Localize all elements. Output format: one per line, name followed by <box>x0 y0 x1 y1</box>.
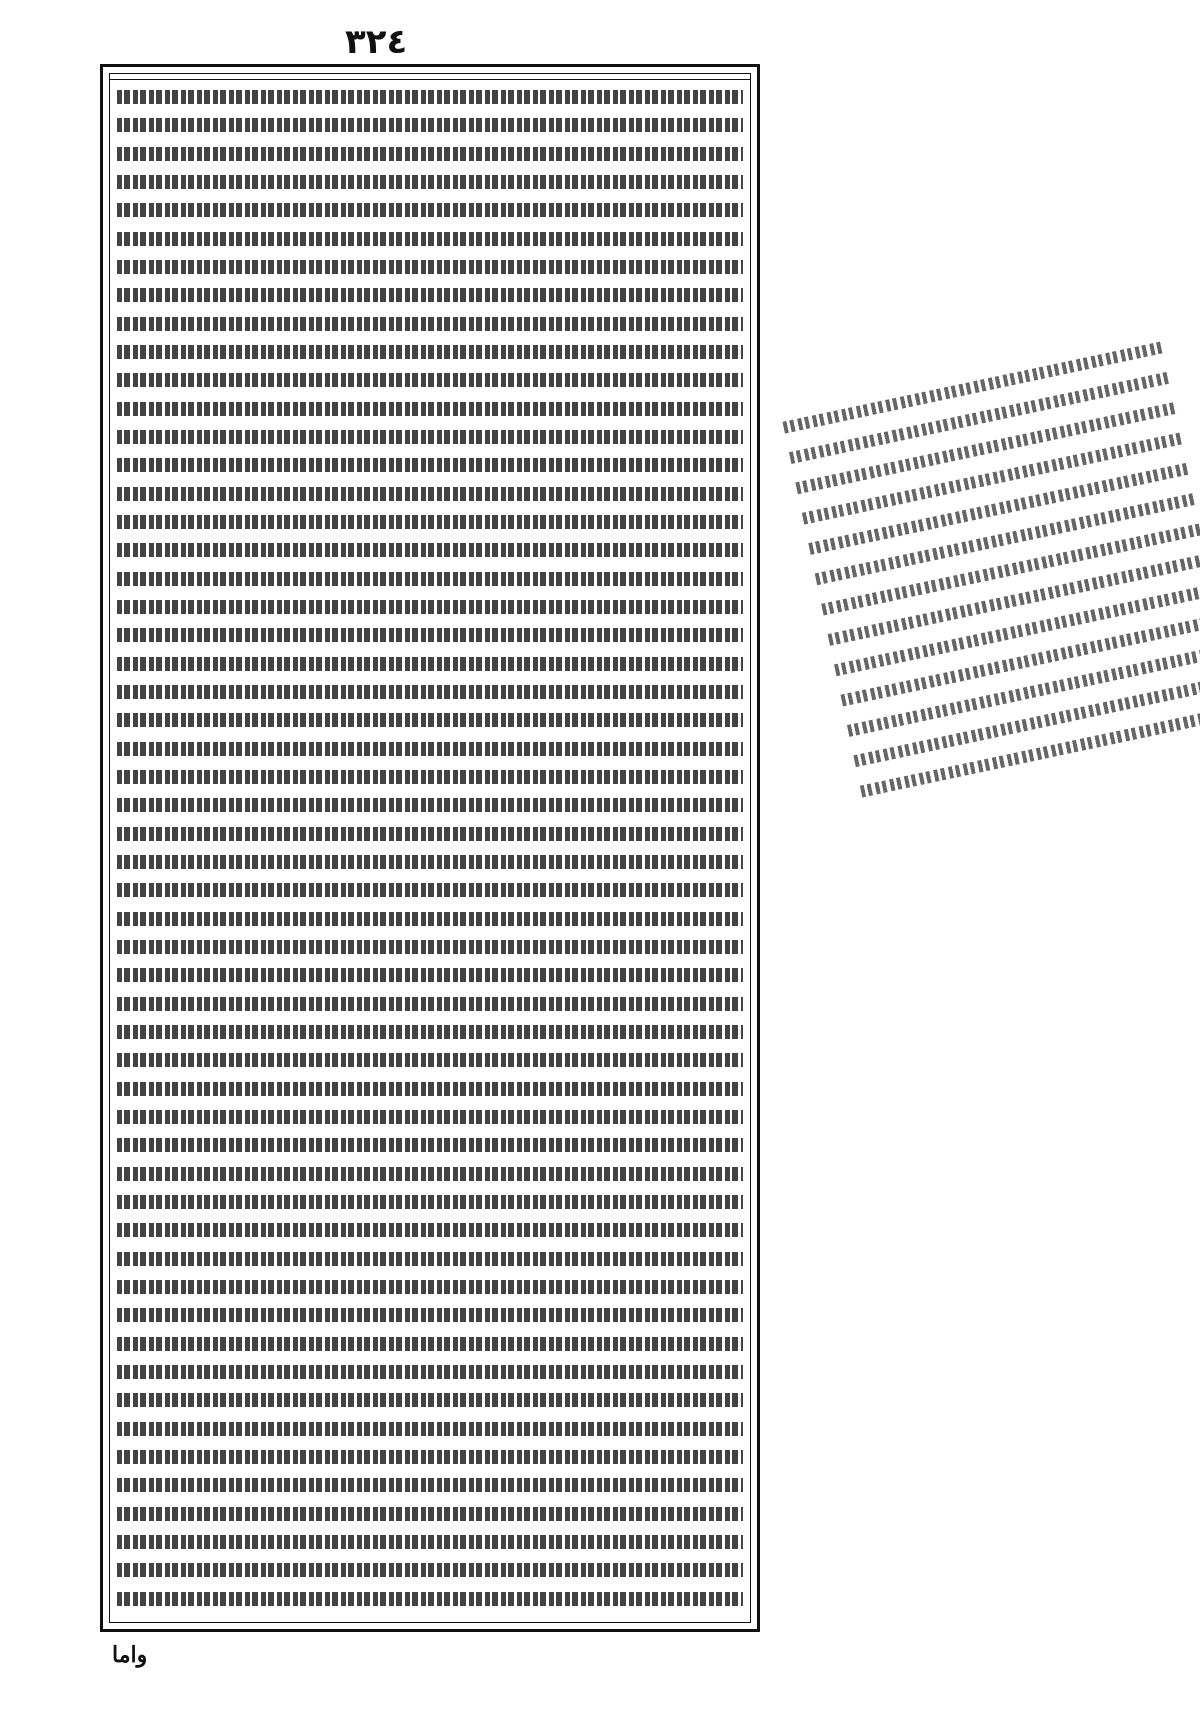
text-line <box>117 961 743 987</box>
text-line <box>117 1103 743 1129</box>
text-line <box>117 905 743 931</box>
illegible-ink-line <box>117 1082 743 1096</box>
text-line <box>117 338 743 364</box>
text-line <box>117 310 743 336</box>
illegible-ink-line <box>117 1535 743 1549</box>
text-line <box>117 423 743 449</box>
illegible-ink-line <box>117 1592 743 1606</box>
illegible-ink-line <box>117 940 743 954</box>
text-line <box>117 763 743 789</box>
illegible-ink-line <box>117 175 743 189</box>
text-line <box>117 140 743 166</box>
text-line <box>117 791 743 817</box>
illegible-ink-line <box>117 402 743 416</box>
illegible-ink-line <box>117 742 743 756</box>
illegible-ink-line <box>117 1365 743 1379</box>
text-line <box>117 1188 743 1214</box>
illegible-ink-line <box>117 90 743 104</box>
text-line <box>117 1500 743 1526</box>
illegible-ink-line <box>117 572 743 586</box>
text-line <box>117 281 743 307</box>
illegible-ink-line <box>117 430 743 444</box>
text-line <box>117 1528 743 1554</box>
text-line <box>117 1585 743 1611</box>
text-line <box>117 1273 743 1299</box>
illegible-ink-line <box>117 543 743 557</box>
text-line <box>117 196 743 222</box>
text-line <box>117 1075 743 1101</box>
text-line <box>117 848 743 874</box>
text-line <box>117 621 743 647</box>
text-line <box>117 1386 743 1412</box>
text-line <box>117 1301 743 1327</box>
main-text-body <box>117 83 743 1615</box>
illegible-ink-line <box>117 345 743 359</box>
text-line <box>117 508 743 534</box>
illegible-ink-line <box>117 912 743 926</box>
illegible-ink-line <box>117 1167 743 1181</box>
illegible-ink-line <box>117 1337 743 1351</box>
text-line <box>117 933 743 959</box>
illegible-ink-line <box>117 883 743 897</box>
illegible-ink-line <box>117 373 743 387</box>
illegible-ink-line <box>117 288 743 302</box>
text-line <box>117 678 743 704</box>
illegible-ink-line <box>117 147 743 161</box>
illegible-ink-line <box>117 997 743 1011</box>
text-line <box>117 480 743 506</box>
illegible-ink-line <box>117 317 743 331</box>
illegible-ink-line <box>117 770 743 784</box>
illegible-ink-line <box>117 1422 743 1436</box>
text-line <box>117 1415 743 1441</box>
illegible-ink-line <box>117 600 743 614</box>
illegible-ink-line <box>117 1110 743 1124</box>
text-line <box>117 225 743 251</box>
text-line <box>117 1245 743 1271</box>
text-line <box>117 1216 743 1242</box>
illegible-ink-line <box>117 1450 743 1464</box>
main-text-frame <box>100 64 760 1632</box>
illegible-ink-line <box>117 118 743 132</box>
text-line <box>117 650 743 676</box>
text-line <box>117 1131 743 1157</box>
illegible-ink-line <box>117 968 743 982</box>
illegible-ink-line <box>117 827 743 841</box>
illegible-ink-line <box>117 515 743 529</box>
illegible-ink-line <box>117 458 743 472</box>
illegible-ink-line <box>117 1393 743 1407</box>
illegible-ink-line <box>117 798 743 812</box>
illegible-ink-line <box>117 685 743 699</box>
text-line <box>117 1471 743 1497</box>
text-line <box>117 1358 743 1384</box>
illegible-ink-line <box>117 657 743 671</box>
illegible-ink-line <box>117 1563 743 1577</box>
illegible-ink-line <box>117 1053 743 1067</box>
illegible-ink-line <box>117 1138 743 1152</box>
text-line <box>117 253 743 279</box>
illegible-ink-line <box>117 1308 743 1322</box>
text-line <box>117 168 743 194</box>
illegible-ink-line <box>117 855 743 869</box>
catchword: واما <box>112 1642 148 1668</box>
text-line <box>117 83 743 109</box>
illegible-ink-line <box>117 260 743 274</box>
illegible-ink-line <box>117 1223 743 1237</box>
text-line <box>117 366 743 392</box>
text-line <box>117 820 743 846</box>
text-line <box>117 990 743 1016</box>
illegible-ink-line <box>117 232 743 246</box>
text-line <box>117 451 743 477</box>
text-line <box>117 1330 743 1356</box>
illegible-ink-line <box>117 713 743 727</box>
illegible-ink-line <box>117 1252 743 1266</box>
text-line <box>117 1046 743 1072</box>
illegible-ink-line <box>117 1025 743 1039</box>
illegible-ink-line <box>117 487 743 501</box>
text-line <box>117 536 743 562</box>
illegible-ink-line <box>117 628 743 642</box>
text-line <box>117 735 743 761</box>
page-number: ٣٢٤ <box>345 22 408 62</box>
text-line <box>117 1443 743 1469</box>
text-line <box>117 565 743 591</box>
illegible-ink-line <box>117 1478 743 1492</box>
text-line <box>117 876 743 902</box>
illegible-ink-line <box>117 1195 743 1209</box>
text-line <box>117 1556 743 1582</box>
illegible-ink-line <box>117 1507 743 1521</box>
text-line <box>117 1018 743 1044</box>
text-line <box>117 593 743 619</box>
illegible-ink-line <box>117 1280 743 1294</box>
margin-note <box>781 332 1200 814</box>
text-line <box>117 706 743 732</box>
text-line <box>117 1160 743 1186</box>
text-line <box>117 111 743 137</box>
illegible-ink-line <box>117 203 743 217</box>
text-line <box>117 395 743 421</box>
